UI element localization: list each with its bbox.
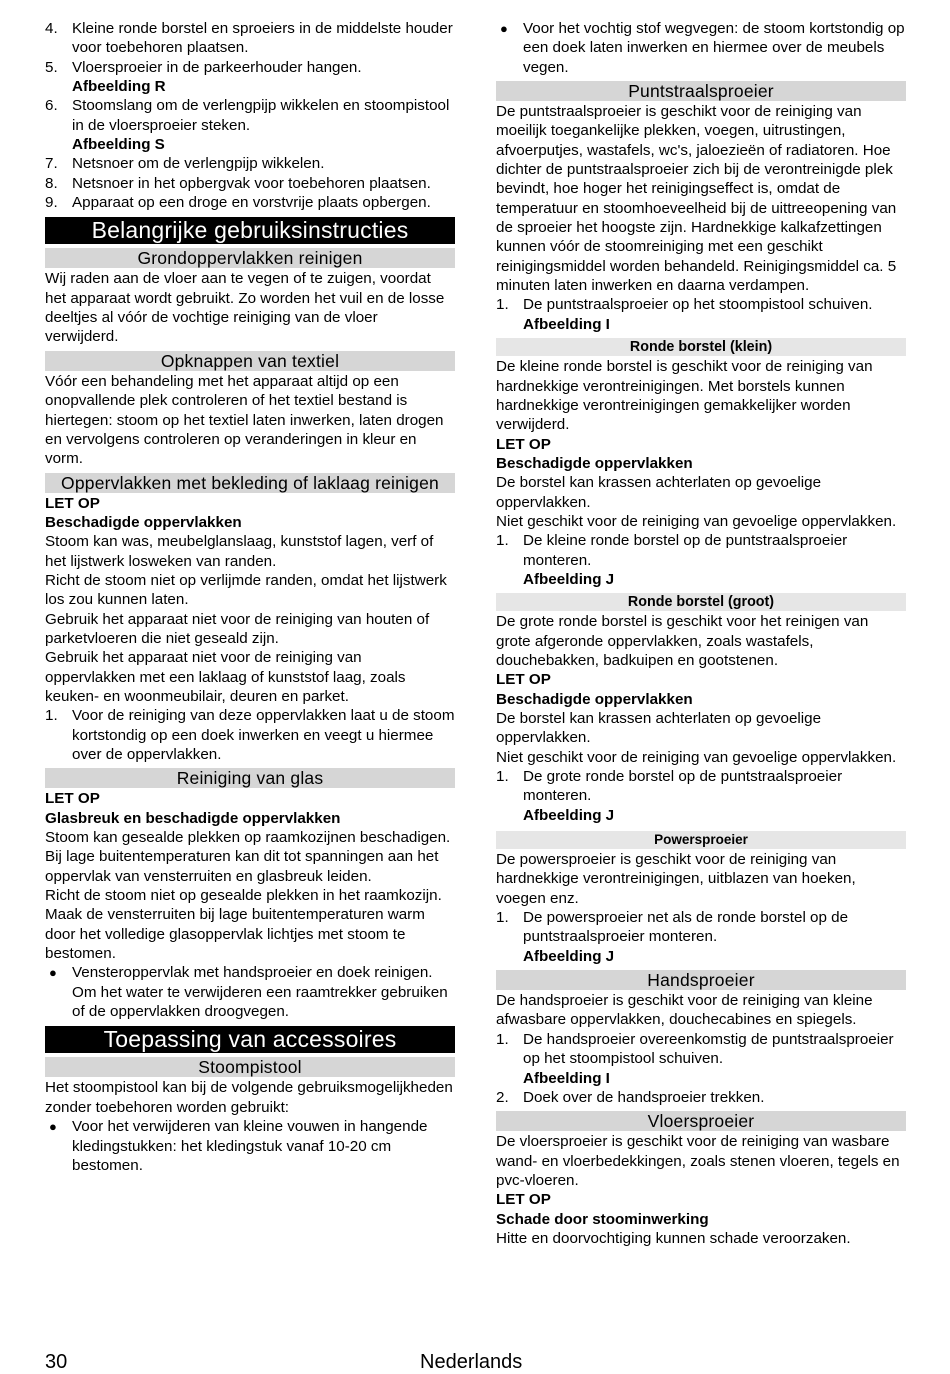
caution-title: Glasbreuk en beschadigde oppervlakken bbox=[45, 809, 341, 827]
list-text: Netsnoer om de verlengpijp wikkelen. bbox=[72, 155, 325, 173]
paragraph: Gebruik het apparaat niet voor de reiniging van oppervlakken met een laklaag of kunststof laag, zoals keuken- en woonmeubilair, deuren en parket. bbox=[45, 649, 406, 705]
paragraph: Vóór een behandeling met het apparaat altijd op een onopvallende plek controleren of het textiel bestand is hiertegen: stoom op het textiel laten inwerken, laten drogen en vervolgens controleren op veranderingen in kleur en vorm. bbox=[45, 372, 444, 468]
list-text: Vloersproeier in de parkeerhouder hangen. bbox=[72, 58, 362, 76]
list-item bbox=[496, 531, 906, 589]
list-item bbox=[45, 154, 455, 173]
heading-steam-gun: Stoompistool bbox=[45, 1057, 455, 1077]
list-item bbox=[45, 706, 455, 764]
list-item bbox=[45, 19, 455, 58]
footer-language: Nederlands bbox=[420, 1351, 523, 1373]
paragraph: Hitte en doorvochtiging kunnen schade veroorzaken. bbox=[496, 1229, 851, 1247]
list-text: De handsproeier overeenkomstig de puntstraalsproeier op het stoompistool schuiven. bbox=[523, 1030, 894, 1068]
caution-label: LET OP bbox=[45, 790, 100, 808]
heading-textile: Opknappen van textiel bbox=[45, 351, 455, 371]
list-item bbox=[45, 96, 455, 154]
heading-hand-nozzle: Handsproeier bbox=[496, 970, 906, 990]
list-text: De powersproeier net als de ronde borstel op de puntstraalsproeier monteren. bbox=[523, 909, 849, 946]
figure-reference: Afbeelding J bbox=[523, 947, 615, 965]
list-item bbox=[496, 767, 906, 825]
list-text: Netsnoer in het opbergvak voor toebehoren plaatsen. bbox=[72, 174, 431, 192]
paragraph: Wij raden aan de vloer aan te vegen of te zuigen, voordat het apparaat wordt gebruikt. Zo worden het vuil en de losse deeltjes al vóór de vochtige reiniging van de vloer verwijderd. bbox=[45, 270, 445, 346]
list-number: 6. bbox=[45, 97, 58, 115]
heading-floor-cleaning: Grondoppervlakken reinigen bbox=[45, 248, 455, 268]
paragraph: De powersproeier is geschikt voor de reiniging van hardnekkige verontreinigingen, uitblazen van hoeken, voegen enz. bbox=[496, 851, 856, 907]
list-number: 1. bbox=[496, 768, 509, 786]
list-number: 1. bbox=[496, 909, 509, 927]
caution-title: Beschadigde oppervlakken bbox=[496, 690, 693, 708]
list-text: De kleine ronde borstel op de puntstraalsproeier monteren. bbox=[523, 532, 848, 569]
figure-reference: Afbeelding I bbox=[523, 315, 610, 333]
figure-reference: Afbeelding J bbox=[523, 570, 615, 588]
page-number: 30 bbox=[45, 1351, 68, 1373]
bullet-text: Vensteroppervlak met handsproeier en doek reinigen. Om het water te verwijderen een raamtrekker gebruiken of de oppervlakken droogvegen. bbox=[72, 964, 448, 1021]
list-number: 1. bbox=[496, 296, 509, 314]
list-item bbox=[45, 193, 455, 212]
section-title-accessories: Toepassing van accessoires bbox=[45, 1026, 455, 1053]
bullet-icon: ● bbox=[49, 965, 57, 981]
paragraph: De handsproeier is geschikt voor de reiniging van kleine afwasbare oppervlakken, douchecabines en spiegels. bbox=[496, 992, 873, 1029]
paragraph: De borstel kan krassen achterlaten op gevoelige oppervlakken. bbox=[496, 710, 822, 747]
paragraph: De puntstraalsproeier is geschikt voor de reiniging van moeilijk toegankelijke plekken, voegen, uitrustingen, afvoerputjes, wastafels, wc's, jaloezieën of radiatoren. Hoe dichter de puntstraalsproeier zich bij de verontreinigde plek bevindt, hoe hoger het reinigingseffect is, omdat de temperatuur en stoomhoeveelheid bij de uittreeopening van de sproeier het hoogste zijn. Hardnekkige kalkafzettingen kunnen vóór de stoomreiniging met een geschikt reinigingsmiddel worden behandeld. Reinigingsmiddel ca. 5 minuten laten inwerken en daarna verdampen. bbox=[496, 103, 897, 295]
figure-reference: Afbeelding S bbox=[72, 136, 165, 154]
paragraph: Niet geschikt voor de reiniging van gevoelige oppervlakken. bbox=[496, 748, 897, 766]
heading-small-brush: Ronde borstel (klein) bbox=[496, 338, 906, 356]
caution-title: Beschadigde oppervlakken bbox=[496, 454, 693, 472]
list-text: De grote ronde borstel op de puntstraalsproeier monteren. bbox=[523, 768, 843, 805]
right-column bbox=[496, 19, 906, 1248]
bullet-item bbox=[45, 1117, 455, 1175]
list-number: 9. bbox=[45, 194, 58, 212]
caution-label: LET OP bbox=[496, 671, 551, 689]
list-item bbox=[496, 908, 906, 966]
heading-floor-nozzle: Vloersproeier bbox=[496, 1111, 906, 1131]
section-title-usage: Belangrijke gebruiksinstructies bbox=[45, 217, 455, 244]
list-text: De puntstraalsproeier op het stoompistool schuiven. bbox=[523, 296, 873, 314]
paragraph: Stoom kan gesealde plekken op raamkozijnen beschadigen. Bij lage buitentemperaturen kan dit tot spanningen aan het oppervlak van vensterruiten en glasbreuk leiden. bbox=[45, 829, 451, 885]
paragraph: Maak de vensterruiten bij lage buitentemperaturen warm door het volledige glasoppervlak lichtjes met stoom te bestomen. bbox=[45, 906, 425, 963]
list-text: Kleine ronde borstel en sproeiers in de middelste houder voor toebehoren plaatsen. bbox=[72, 20, 453, 57]
list-item bbox=[496, 1030, 906, 1088]
caution-label: LET OP bbox=[496, 1191, 551, 1209]
list-number: 1. bbox=[496, 1030, 509, 1048]
list-item bbox=[496, 1088, 906, 1107]
list-number: 7. bbox=[45, 155, 58, 173]
heading-large-brush: Ronde borstel (groot) bbox=[496, 593, 906, 611]
list-number: 1. bbox=[496, 532, 509, 550]
paragraph: De vloersproeier is geschikt voor de reiniging van wasbare wand- en vloerbedekkingen, zoals stenen vloeren, tegels en pvc-vloeren. bbox=[496, 1133, 900, 1189]
list-item bbox=[496, 295, 906, 334]
paragraph: Richt de stoom niet op gesealde plekken in het raamkozijn. bbox=[45, 887, 442, 905]
list-number: 8. bbox=[45, 174, 58, 192]
list-text: Doek over de handsproeier trekken. bbox=[523, 1088, 765, 1106]
bullet-text: Voor het vochtig stof wegvegen: de stoom kortstondig op een doek laten inwerken en hiermee over de meubels vegen. bbox=[523, 20, 905, 76]
heading-glass: Reiniging van glas bbox=[45, 768, 455, 788]
heading-power-nozzle: Powersproeier bbox=[496, 831, 906, 849]
figure-reference: Afbeelding I bbox=[523, 1069, 610, 1087]
list-number: 4. bbox=[45, 20, 58, 37]
paragraph: De kleine ronde borstel is geschikt voor de reiniging van hardnekkige verontreinigingen. Met borstels kunnen hardnekkige verontreinigingen gemakkelijker worden verwijderd. bbox=[496, 358, 873, 434]
paragraph: De grote ronde borstel is geschikt voor het reinigen van grote afgeronde oppervlakken, zoals wastafels, douchebakken, badkuipen en gootstenen. bbox=[496, 613, 869, 669]
caution-label: LET OP bbox=[496, 435, 551, 453]
list-text: Stoomslang om de verlengpijp wikkelen en stoompistool in de vloersproeier steken. bbox=[72, 97, 450, 134]
caution-title: Schade door stoominwerking bbox=[496, 1210, 709, 1228]
paragraph: Niet geschikt voor de reiniging van gevoelige oppervlakken. bbox=[496, 512, 897, 530]
list-item bbox=[45, 58, 455, 97]
bullet-text: Voor het verwijderen van kleine vouwen in hangende kledingstukken: het kledingstuk vanaf 10-20 cm bestomen. bbox=[72, 1118, 428, 1174]
list-number: 5. bbox=[45, 58, 58, 76]
paragraph: De borstel kan krassen achterlaten op gevoelige oppervlakken. bbox=[496, 474, 822, 511]
figure-reference: Afbeelding R bbox=[72, 78, 166, 96]
paragraph: Gebruik het apparaat niet voor de reiniging van houten of parketvloeren die niet geseald zijn. bbox=[45, 610, 430, 647]
bullet-icon: ● bbox=[49, 1119, 57, 1135]
list-item bbox=[45, 174, 455, 193]
figure-reference: Afbeelding J bbox=[523, 806, 615, 824]
caution-title: Beschadigde oppervlakken bbox=[45, 513, 242, 531]
list-text: Voor de reiniging van deze oppervlakken laat u de stoom kortstondig op een doek inwerken en veegt u hiermee over de oppervlakken. bbox=[72, 707, 455, 763]
bullet-item bbox=[496, 19, 906, 77]
left-column bbox=[45, 19, 455, 1175]
bullet-item bbox=[45, 963, 455, 1021]
bullet-icon: ● bbox=[500, 21, 508, 36]
paragraph: Stoom kan was, meubelglanslaag, kunststof lagen, verf of het lijstwerk losweken van randen. bbox=[45, 533, 434, 570]
heading-point-nozzle: Puntstraalsproeier bbox=[496, 81, 906, 101]
list-number: 2. bbox=[496, 1088, 509, 1106]
heading-coated-surfaces: Oppervlakken met bekleding of laklaag reinigen bbox=[45, 473, 455, 493]
caution-label: LET OP bbox=[45, 494, 100, 512]
paragraph: Het stoompistool kan bij de volgende gebruiksmogelijkheden zonder toebehoren worden gebruikt: bbox=[45, 1079, 453, 1116]
list-text: Apparaat op een droge en vorstvrije plaats opbergen. bbox=[72, 194, 431, 212]
paragraph: Richt de stoom niet op verlijmde randen, omdat het lijstwerk los zou kunnen laten. bbox=[45, 571, 447, 609]
list-number: 1. bbox=[45, 707, 58, 725]
